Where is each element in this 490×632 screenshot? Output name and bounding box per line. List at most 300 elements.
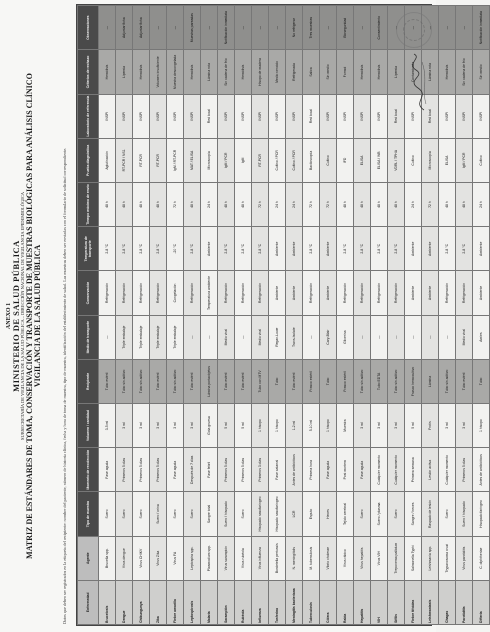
table-cell: Tubo estéril	[235, 359, 252, 403]
table-cell: Difteria	[473, 580, 490, 624]
table-cell: INSPI	[269, 94, 286, 138]
table-row	[201, 6, 218, 625]
table-cell: 3 ml	[456, 403, 473, 447]
table-cell: Red local	[201, 94, 218, 138]
table-cell: Fase aguda	[99, 448, 116, 492]
table-cell: M. tuberculosis	[303, 536, 320, 580]
table-cell: Triple embalaje	[167, 315, 184, 359]
table-cell: Ambiente	[422, 227, 439, 271]
table-cell: Trans-Isolate	[286, 315, 303, 359]
table-cell: 2-8 °C	[439, 227, 456, 271]
table-cell: Ambiente	[320, 271, 337, 315]
table-cell: 2-8 °C	[184, 227, 201, 271]
column-header: Recipiente	[78, 359, 99, 403]
table-cell: RT-PCR	[133, 138, 150, 182]
table-cell: Cualquier momento	[371, 448, 388, 492]
table-cell: Refrigeración	[337, 271, 354, 315]
table-cell: 48 h	[99, 182, 116, 226]
table-cell: Malaria	[201, 580, 218, 624]
column-header: Medio de transporte	[78, 315, 99, 359]
table-cell: 2-8 °C	[218, 227, 235, 271]
table-cell: Bioseguridad	[337, 6, 354, 50]
table-cell: Chagas	[439, 580, 456, 624]
table-cell: Lipemia	[116, 50, 133, 94]
table-cell: Influenza	[252, 580, 269, 624]
table-cell: —	[201, 315, 218, 359]
table-cell: Sangre total	[201, 492, 218, 536]
table-cell: Lámina portaobjetos	[201, 359, 218, 403]
table-cell: Tosferina	[269, 580, 286, 624]
table-cell: Tubo estéril	[99, 359, 116, 403]
table-cell: 3 ml	[439, 403, 456, 447]
table-cell: Primeros 3 días	[252, 448, 269, 492]
table-cell: ELISA / WB	[371, 138, 388, 182]
table-cell: Congelación	[167, 271, 184, 315]
table-cell: Refrigeración	[388, 271, 405, 315]
table-cell: INSPI	[371, 94, 388, 138]
table-cell: Virus Zika	[150, 536, 167, 580]
table-cell: 48 h	[150, 182, 167, 226]
table-cell: 48 h	[184, 182, 201, 226]
table-cell: Temperatura ambiente	[201, 271, 218, 315]
annex-label: ANEXO 1	[6, 302, 12, 330]
table-cell: Rabia	[337, 580, 354, 624]
table-cell: Tubo estéril	[286, 359, 303, 403]
table-row	[286, 6, 303, 625]
table-cell: 3-5 ml	[99, 403, 116, 447]
table-cell: —	[320, 6, 337, 50]
table-row	[133, 6, 150, 625]
table-cell: 48 h	[116, 182, 133, 226]
table-cell: Ambiente	[405, 271, 422, 315]
column-header: Temperatura de transporte	[78, 227, 99, 271]
table-cell: 3 ml	[371, 403, 388, 447]
table-cell: Brucelosis	[99, 580, 116, 624]
table-cell: —	[269, 6, 286, 50]
table-cell: MAT / ELISA	[184, 138, 201, 182]
table-cell: Treponema pallidum	[388, 536, 405, 580]
matrix-title: MATRIZ DE ESTÁNDARES DE TOMA, CONSERVACIÓN Y TRANSPORTE DE MUESTRAS BIOLÓGICAS PARA ANÁLISIS CLÍNICO	[24, 73, 34, 559]
table-cell: —	[201, 6, 218, 50]
table-cell: Lámina	[422, 359, 439, 403]
table-cell: 3 ml	[184, 403, 201, 447]
table-cell: Sin medio	[473, 50, 490, 94]
table-cell: RT-PCR	[252, 138, 269, 182]
table-cell: INSPI	[184, 94, 201, 138]
table-cell: Ambiente	[473, 271, 490, 315]
table-cell: 2-8 °C	[354, 227, 371, 271]
table-cell: Triple embalaje	[133, 315, 150, 359]
table-cell: 3 ml	[133, 403, 150, 447]
table-cell: Refrigeración	[218, 271, 235, 315]
table-cell: Microscopía	[422, 138, 439, 182]
table-cell: INSPI	[439, 94, 456, 138]
table-cell: Sangre / heces	[405, 492, 422, 536]
table-cell: Cualquier momento	[388, 448, 405, 492]
table-cell: Hemólisis	[133, 50, 150, 94]
table-cell: Suero	[116, 492, 133, 536]
table-cell: 48 h	[337, 182, 354, 226]
table-cell: Cultivo	[473, 138, 490, 182]
table-cell: Cultivo	[320, 138, 337, 182]
table-cell: IgM / PCR	[456, 138, 473, 182]
table-cell: Refrigeración	[456, 271, 473, 315]
table-row	[337, 6, 354, 625]
table-row	[184, 6, 201, 625]
table-cell: Cultivo	[405, 138, 422, 182]
table-cell: INSPI	[286, 94, 303, 138]
vigilance-title: VIGILANCIA DE LA SALUD PÚBLICA	[33, 244, 43, 388]
table-row	[456, 6, 473, 625]
table-cell: Refrigerada	[286, 50, 303, 94]
table-cell: 2-8 °C	[150, 227, 167, 271]
table-cell: Notificación inmediata	[473, 6, 490, 50]
table-cell: 2-8 °C	[337, 227, 354, 271]
standards-table-container	[76, 4, 483, 626]
table-cell: —	[303, 315, 320, 359]
table-cell: Glicerina	[337, 315, 354, 359]
table-cell: Volumen insuficiente	[150, 50, 167, 94]
table-cell: 2-8 °C	[99, 227, 116, 271]
table-cell: INSPI	[456, 94, 473, 138]
table-cell: 2-8 °C	[388, 227, 405, 271]
table-cell: Suero / hisopado	[456, 492, 473, 536]
table-cell: —	[371, 315, 388, 359]
table-cell: IFD	[337, 138, 354, 182]
table-cell: Rubéola	[235, 580, 252, 624]
table-cell: N. meningitidis	[286, 536, 303, 580]
table-cell: —	[439, 6, 456, 50]
table-row	[218, 6, 235, 625]
table-cell: Virus sarampión	[218, 536, 235, 580]
table-cell: INSPI	[252, 94, 269, 138]
table-cell: Tuberculosis	[303, 580, 320, 624]
table-cell: Refrigeración	[439, 271, 456, 315]
table-cell: Leishmaniasis	[422, 580, 439, 624]
table-cell: Tubo sin aditivo	[116, 359, 133, 403]
table-cell: —	[252, 6, 269, 50]
table-cell: 24 h	[201, 182, 218, 226]
column-header: Criterios de rechazo	[78, 50, 99, 94]
table-cell: Ambiente	[320, 227, 337, 271]
table-cell: Sífilis	[388, 580, 405, 624]
table-cell: Primera hora	[303, 448, 320, 492]
table-cell: Meningitis bacteriana	[286, 580, 303, 624]
table-cell: Tubo estéril	[456, 359, 473, 403]
table-cell: Primeros 5 días	[133, 448, 150, 492]
table-cell: 3 ml	[388, 403, 405, 447]
table-cell: 24 h	[269, 182, 286, 226]
table-cell: Post mortem	[337, 448, 354, 492]
table-cell: Tejido cerebral	[337, 492, 354, 536]
table-cell: Tubo sin aditivo	[167, 359, 184, 403]
table-cell: Fase aguda	[354, 448, 371, 492]
table-cell: 5-10 ml	[303, 403, 320, 447]
table-cell: Leptospirosis	[184, 580, 201, 624]
table-cell: Virus VIH	[371, 536, 388, 580]
table-cell: 72 h	[167, 182, 184, 226]
table-cell: Regan-Lowe	[269, 315, 286, 359]
official-stamp	[396, 12, 432, 48]
table-cell: Virus hepatitis	[354, 536, 371, 580]
table-cell: INSPI	[218, 94, 235, 138]
table-cell: Suero	[99, 492, 116, 536]
table-cell: Refrigeración	[116, 271, 133, 315]
table-cell: 3 ml	[116, 403, 133, 447]
table-cell: Primeros 5 días	[235, 448, 252, 492]
table-cell: IgM / RT-PCR	[167, 138, 184, 182]
table-cell: Frasco estéril	[337, 359, 354, 403]
table-cell: 1 hisopo	[320, 403, 337, 447]
table-cell: 3 ml	[167, 403, 184, 447]
table-cell: Heces	[320, 492, 337, 536]
table-cell: Virus CHIKV	[133, 536, 150, 580]
table-row	[303, 6, 320, 625]
table-cell: Notificación inmediata	[218, 6, 235, 50]
table-cell: 2-8 °C	[456, 227, 473, 271]
table-cell: Primeros 5 días	[456, 448, 473, 492]
table-cell: Primeros 5 días	[116, 448, 133, 492]
table-cell: Tubo	[473, 359, 490, 403]
table-cell: Sarampión	[218, 580, 235, 624]
table-row	[150, 6, 167, 625]
table-cell: Red local	[388, 94, 405, 138]
table-cell: Suero / plasma	[371, 492, 388, 536]
table-cell: Primera semana	[405, 448, 422, 492]
table-cell: Muestra descongelada	[167, 50, 184, 94]
table-cell: Refrigeración	[303, 271, 320, 315]
labeling-note: Datos que deben ser registrados en la etiqueta del recipiente: nombre del paciente, número de historia clínica, fecha y hora de toma de muestra, tipo de muestra, identificación del establecimiento de salud. Las muestras deben ser enviadas con el formulario de solicitud correspondiente.	[62, 147, 67, 624]
table-cell: Cultivo / PCR	[269, 138, 286, 182]
table-cell: Tubo sin aditivo	[439, 359, 456, 403]
table-cell: Tubo	[320, 359, 337, 403]
table-cell: 3 ml	[150, 403, 167, 447]
table-cell: VDRL / TPHA	[388, 138, 405, 182]
table-cell: INSPI	[150, 94, 167, 138]
table-cell: —	[388, 6, 405, 50]
table-cell: 48 h	[388, 182, 405, 226]
table-cell: 24 h	[286, 182, 303, 226]
table-cell: Hemólisis	[439, 50, 456, 94]
table-cell: Baciloscopía	[303, 138, 320, 182]
table-cell: 48 h	[439, 182, 456, 226]
table-row	[320, 6, 337, 625]
table-cell: INSPI	[116, 94, 133, 138]
table-cell: No refrigerar	[286, 6, 303, 50]
table-cell: Trypanosoma cruzi	[439, 536, 456, 580]
table-cell: VIH	[371, 580, 388, 624]
table-cell: 2-8 °C	[133, 227, 150, 271]
table-cell: Hemólisis	[184, 50, 201, 94]
table-cell: 1 hisopo	[473, 403, 490, 447]
table-cell: Hemólisis	[235, 50, 252, 94]
table-cell: Medio viral	[218, 315, 235, 359]
table-cell: Tubo estéril	[184, 359, 201, 403]
table-row	[116, 6, 133, 625]
table-cell: INSPI	[354, 94, 371, 138]
table-cell: 1 hisopo	[269, 403, 286, 447]
table-cell: Refrigeración	[235, 271, 252, 315]
column-header: Prueba diagnóstica	[78, 138, 99, 182]
table-cell: 3 ml	[354, 403, 371, 447]
table-row	[269, 6, 286, 625]
table-cell: Frotis	[422, 403, 439, 447]
table-cell: Suero	[354, 492, 371, 536]
table-cell: Salmonella Typhi	[405, 536, 422, 580]
table-cell: Suero	[388, 492, 405, 536]
table-cell: Tubo sin aditivo	[354, 359, 371, 403]
table-cell: Consentimiento	[371, 6, 388, 50]
table-cell: —	[439, 315, 456, 359]
table-cell: Medio viral	[252, 315, 269, 359]
table-cell: Ambiente	[473, 227, 490, 271]
column-header: Volumen / cantidad	[78, 403, 99, 447]
table-cell: Primeros 5 días	[150, 448, 167, 492]
table-cell: INSPI	[337, 94, 354, 138]
table-cell: —	[456, 6, 473, 50]
table-cell: INSPI	[167, 94, 184, 138]
table-header-row	[78, 6, 99, 625]
table-cell: Hisopado nasofaríngeo	[252, 492, 269, 536]
table-cell: Gota gruesa	[201, 403, 218, 447]
table-cell: 2-8 °C	[235, 227, 252, 271]
table-cell: —	[405, 315, 422, 359]
table-cell: 2-8 °C	[116, 227, 133, 271]
table-cell: 72 h	[422, 182, 439, 226]
table-cell: Saliva	[303, 50, 320, 94]
table-cell: —	[422, 6, 439, 50]
table-cell: 5 ml	[218, 403, 235, 447]
table-cell: —	[99, 315, 116, 359]
table-cell: Leishmania spp.	[422, 536, 439, 580]
table-cell: Tubo sin aditivo	[133, 359, 150, 403]
table-cell: Tubo	[269, 359, 286, 403]
table-cell: IgM	[235, 138, 252, 182]
table-cell: Frasco estéril	[303, 359, 320, 403]
document-header	[6, 0, 43, 632]
table-cell: Ambiente	[269, 271, 286, 315]
table-cell: Cólera	[320, 580, 337, 624]
table-cell: Suero	[439, 492, 456, 536]
table-cell: Tres muestras	[303, 6, 320, 50]
table-cell: Hepatitis	[354, 580, 371, 624]
table-cell: Tubo estéril	[150, 359, 167, 403]
table-cell: Microscopía	[201, 138, 218, 182]
table-cell: -20 °C	[167, 227, 184, 271]
table-row	[167, 6, 184, 625]
table-cell: Lesión activa	[422, 448, 439, 492]
table-cell: 1-2 ml	[286, 403, 303, 447]
table-cell: Red local	[303, 94, 320, 138]
table-cell: Refrigeración	[133, 271, 150, 315]
table-cell: LCR	[286, 492, 303, 536]
table-cell: —	[235, 6, 252, 50]
table-cell: Muestras pareadas	[184, 6, 201, 50]
table-cell: C. diphtheriae	[473, 536, 490, 580]
table-cell: Fase aguda	[167, 448, 184, 492]
column-header: Laboratorio de referencia	[78, 94, 99, 138]
table-cell: Lipemia	[388, 50, 405, 94]
table-cell: 48 h	[235, 182, 252, 226]
table-cell: Antes de antibióticos	[473, 448, 490, 492]
table-row	[439, 6, 456, 625]
table-cell: Tubo EDTA	[371, 359, 388, 403]
table-row	[235, 6, 252, 625]
table-cell: Después de 7 días	[184, 448, 201, 492]
table-cell: Amies	[473, 315, 490, 359]
table-cell: Antes de antibióticos	[286, 448, 303, 492]
table-cell: Zika	[150, 580, 167, 624]
column-header: Conservación	[78, 271, 99, 315]
table-cell: Aglutinación	[99, 138, 116, 182]
table-cell: Virus rubéola	[235, 536, 252, 580]
table-cell: Leptospira spp.	[184, 536, 201, 580]
table-cell: —	[167, 6, 184, 50]
table-cell: IgM / PCR	[218, 138, 235, 182]
table-cell: 72 h	[303, 182, 320, 226]
table-cell: Ambiente	[286, 271, 303, 315]
column-header: Agente	[78, 536, 99, 580]
table-cell: Frasco hemocultivo	[405, 359, 422, 403]
table-cell: Esputo	[303, 492, 320, 536]
table-cell: 5 ml	[235, 403, 252, 447]
table-cell: 48 h	[354, 182, 371, 226]
table-cell: Refrigeración	[354, 271, 371, 315]
table-cell: Fase catarral	[269, 448, 286, 492]
table-row	[252, 6, 269, 625]
table-cell: Suero	[133, 492, 150, 536]
table-cell: Primeros 5 días	[218, 448, 235, 492]
table-cell: —	[184, 315, 201, 359]
table-cell: Dengue	[116, 580, 133, 624]
table-cell: INSPI	[473, 94, 490, 138]
table-row	[388, 6, 405, 625]
table-cell: Muestra	[337, 403, 354, 447]
table-cell: Tubo con MTV	[252, 359, 269, 403]
table-cell: INSPI	[99, 94, 116, 138]
table-cell: Lámina rota	[422, 50, 439, 94]
table-cell: Refrigeración	[99, 271, 116, 315]
table-cell: —	[150, 6, 167, 50]
table-cell: Virus dengue	[116, 536, 133, 580]
table-cell: Suero / orina	[150, 492, 167, 536]
table-cell: ELISA	[354, 138, 371, 182]
table-cell: Refrigeración	[371, 271, 388, 315]
table-cell: Triple embalaje	[150, 315, 167, 359]
table-cell: Brucella spp.	[99, 536, 116, 580]
table-cell: 5 ml	[405, 403, 422, 447]
table-row	[354, 6, 371, 625]
table-cell: Lámina rota	[201, 50, 218, 94]
table-row	[371, 6, 388, 625]
table-cell: Sin cadena de frío	[218, 50, 235, 94]
table-cell: Virus influenza	[252, 536, 269, 580]
table-cell: Medio vencido	[269, 50, 286, 94]
table-cell: Fiebre amarilla	[167, 580, 184, 624]
table-cell: Adjuntar ficha	[116, 6, 133, 50]
table-cell: Ambiente	[405, 227, 422, 271]
column-header: Observaciones	[78, 6, 99, 50]
table-cell: Hemólisis	[371, 50, 388, 94]
table-cell: Hisopo de madera	[252, 50, 269, 94]
table-cell: Contaminada	[405, 50, 422, 94]
table-cell: Cary-Blair	[320, 315, 337, 359]
table-cell: Suero / hisopado	[218, 492, 235, 536]
table-cell: Suero	[184, 492, 201, 536]
table-row	[99, 6, 116, 625]
table-cell: Chikungunya	[133, 580, 150, 624]
table-cell: Ambiente	[269, 227, 286, 271]
